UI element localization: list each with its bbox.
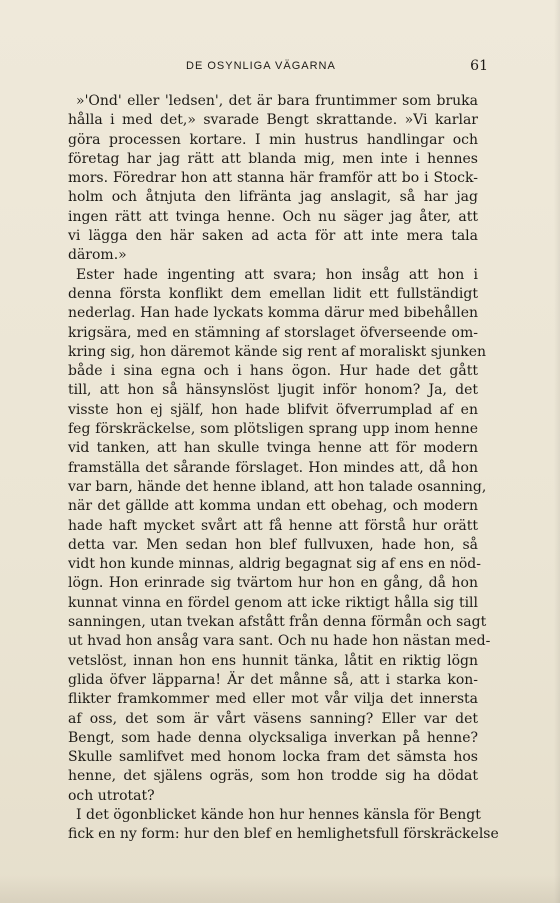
text-line: henne, det själens ogräs, som hon trodde sig ha dödat — [68, 768, 478, 785]
text-line: och utrotat? — [68, 787, 155, 804]
text-line: sanningen, utan tvekan afstått från denna förmån och sagt — [68, 614, 487, 631]
text-line: vi lägga den här saken ad acta för att inte mera tala — [68, 228, 478, 245]
text-line: göra processen kortare. I min hustrus handlingar och — [68, 131, 478, 148]
text-line: företag har jag rätt att blanda mig, men inte i hennes — [68, 150, 478, 167]
text-line: af oss, det som är vårt väsens sanning? Eller var det — [68, 710, 478, 727]
text-line: visste hon ej själf, hon hade blifvit öfverrumplad af en — [68, 401, 478, 418]
text-line: I det ögonblicket kände hon hur hennes känsla för Bengt — [76, 806, 481, 823]
text-line: »'Ond' eller 'ledsen', det är bara fruntimmer som bruka — [76, 93, 478, 109]
text-line: nederlag. Han hade lyckats komma därur med bibehållen — [68, 305, 478, 322]
text-line: holm och åtnjuta den lifränta jag anslagit, så har jag — [68, 189, 478, 206]
text-line: Bengt, som hade denna olycksaliga inverkan på henne? — [68, 729, 478, 746]
text-line: både i sina egna och i hans ögon. Hur hade det gått — [68, 363, 478, 380]
text-line: feg förskräckelse, som plötsligen sprang upp inom henne — [68, 421, 478, 438]
text-line: när det gällde att komma undan ett obehag, och modern — [68, 498, 478, 515]
text-line: var barn, hände det henne ibland, att hon talade osanning, — [68, 478, 487, 495]
text-line: Ester hade ingenting att svara; hon insåg att hon i — [76, 266, 478, 283]
text-line: framställa det sårande förslaget. Hon mindes att, då hon — [68, 459, 478, 476]
text-line: vetslöst, innan hon ens hunnit tänka, låtit en riktig lögn — [68, 652, 478, 669]
text-line: hålla i med det,» svarade Bengt skrattande. »Vi karlar — [68, 112, 478, 129]
page-header — [68, 60, 488, 78]
text-line: lögn. Hon erinrade sig tvärtom hur hon en gång, då hon — [68, 575, 478, 592]
text-line: kunnat vinna en fördel genom att icke riktigt hålla sig till — [68, 594, 478, 611]
text-line: ingen rätt att tvinga henne. Och nu säger jag åter, att — [68, 208, 478, 225]
text-line: kring sig, hon däremot kände sig rent af moraliskt sjunken — [68, 343, 487, 360]
page-bottom-shade — [0, 875, 560, 903]
page-edge-shadow — [554, 0, 560, 903]
text-line: Skulle samlifvet med honom locka fram det sämsta hos — [68, 749, 478, 766]
text-line: detta var. Men sedan hon blef fullvuxen, hade hon, så — [68, 536, 478, 553]
text-line: glida öfver läpparna! Är det månne så, att i starka kon- — [68, 671, 478, 688]
text-line: mors. Föredrar hon att stanna här framför att bo i Stock- — [68, 170, 478, 187]
body-text — [68, 92, 499, 845]
text-line: fick en ny form: hur den blef en hemlighetsfull förskräckelse — [68, 826, 499, 843]
text-line: denna första konflikt dem emellan lidit ett fullständigt — [68, 285, 478, 302]
text-line: flikter framkommer med eller mot vår vilja det innersta — [68, 691, 478, 708]
text-line: krigsära, med en stämning af storslaget öfverseende om- — [68, 324, 478, 341]
text-line: ut hvad hon ansåg vara sant. Och nu hade hon nästan med- — [68, 633, 491, 650]
text-line: till, att hon så hänsynslöst ljugit inför honom? Ja, det — [68, 382, 478, 399]
page-number: 61 — [470, 58, 488, 74]
text-line: därom.» — [68, 247, 127, 264]
text-line: hade haft mycket svårt att få henne att förstå hur orätt — [68, 517, 478, 534]
running-title: DE OSYNLIGA VÄGARNA — [186, 60, 336, 72]
text-line: vidt hon kunde minnas, aldrig begagnat sig af ens en nöd- — [68, 556, 481, 573]
text-line: vid tanken, att han skulle tvinga henne att för modern — [68, 440, 478, 457]
